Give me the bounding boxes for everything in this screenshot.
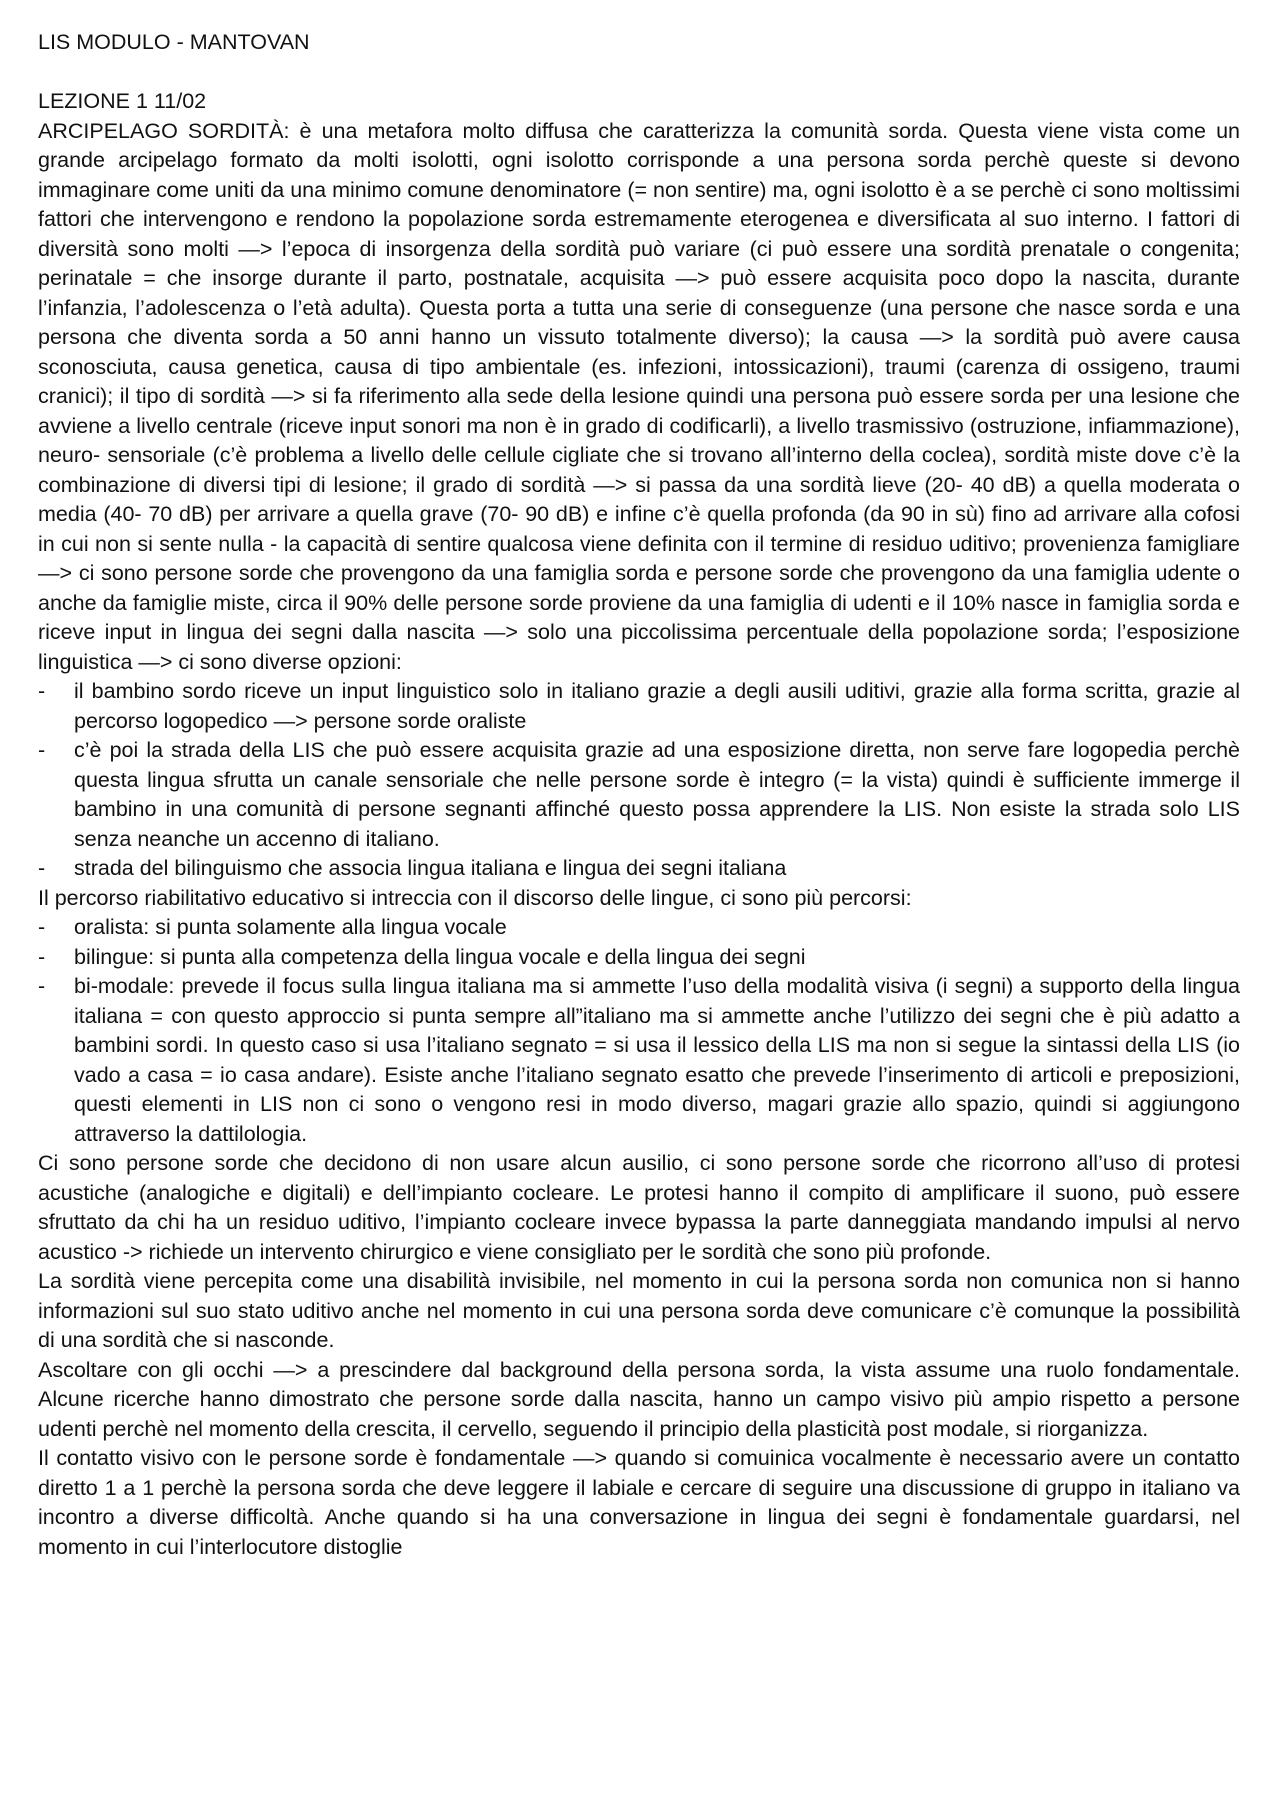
list-item (38, 854, 1240, 884)
list-item-text: bilingue: si punta alla competenza della lingua vocale e della lingua dei segni (74, 944, 806, 969)
list-item (38, 913, 1240, 943)
list-item-text: il bambino sordo riceve un input linguistico solo in italiano grazie a degli ausili uditivi, grazie alla forma scritta, grazie al percorso logopedico —> persone sorde oraliste (74, 679, 1240, 733)
list-item-text: bi-modale: prevede il focus sulla lingua italiana ma si ammette l’uso della modalità visiva (i segni) a supporto della lingua italiana = con questo approccio si punta sempre all”italiano ma si ammette anche l’utilizzo dei segni che è più adatto a bambini sordi. In questo caso si usa l’italiano segnato = si usa il lessico della LIS ma non si segue la sintassi della LIS (io vado a casa = io casa andare). Esiste anche l’italiano segnato esatto che prevede l’inserimento di articoli e preposizioni, questi elementi in LIS non ci sono o vengono resi in modo diverso, magari grazie allo spazio, quindi si aggiungono attraverso la dattilologia. (74, 974, 1240, 1146)
paragraph-percorso: Il percorso riabilitativo educativo si intreccia con il discorso delle lingue, ci sono più percorsi: (38, 885, 912, 910)
paragraph-ascoltare-occhi: Ascoltare con gli occhi —> a prescindere dal background della persona sorda, la vista assume una ruolo fondamentale. Alcune ricerche hanno dimostrato che persone sorde dalla nascita, hanno un campo visivo più ampio rispetto a persone udenti perchè nel momento della crescita, il cervello, seguendo il principio della plasticità post modale, si riorganizza. (38, 1357, 1240, 1441)
paragraph-ausili: Ci sono persone sorde che decidono di non usare alcun ausilio, ci sono persone sorde che ricorrono all’uso di protesi acustiche (analogiche e digitali) e dell’impianto cocleare. Le protesi hanno il compito di amplificare il suono, può essere sfruttato da chi ha un residuo uditivo, l’impianto cocleare invece bypassa la parte danneggiata mandando impulsi al nervo acustico -> richiede un intervento chirurgico e viene consigliato per le sordità che sono più profonde. (38, 1151, 1240, 1264)
dash-bullet: - (38, 679, 46, 703)
exposure-options-list (38, 677, 1240, 884)
rehab-paths-list (38, 913, 1240, 1149)
dash-bullet: - (38, 856, 46, 880)
list-item-text: strada del bilinguismo che associa lingua italiana e lingua dei segni italiana (74, 856, 787, 880)
list-item (38, 677, 1240, 736)
list-item-text: oralista: si punta solamente alla lingua vocale (74, 915, 507, 939)
list-item (38, 972, 1240, 1149)
dash-bullet: - (38, 915, 46, 939)
dash-bullet: - (38, 944, 46, 969)
paragraph-contatto-visivo: Il contatto visivo con le persone sorde è fondamentale —> quando si comuinica vocalmente è necessario avere un contatto diretto 1 a 1 perchè la persona sorda che deve leggere il labiale e cercare di seguire una discussione di gruppo in italiano va incontro a diverse difficoltà. Anche quando si ha una conversazione in lingua dei segni è fondamentale guardarsi, nel momento in cui l’interlocutore distoglie (38, 1446, 1240, 1559)
paragraph-disabilita-invisibile: La sordità viene percepita come una disabilità invisibile, nel momento in cui la persona sorda non comunica non si hanno informazioni sul suo stato uditivo anche nel momento in cui una persona sorda deve comunicare c’è comunque la possibilità di una sordità che si nasconde. (38, 1269, 1240, 1352)
dash-bullet: - (38, 974, 46, 998)
dash-bullet: - (38, 738, 46, 762)
list-item (38, 943, 1240, 973)
lesson-heading: LEZIONE 1 11/02 (38, 89, 207, 113)
list-item-text: c’è poi la strada della LIS che può essere acquisita grazie ad una esposizione diretta, non serve fare logopedia perchè questa lingua sfrutta un canale sensoriale che nelle persone sorde è integro (= la vista) quindi è sufficiente immerge il bambino in una comunità di persone segnanti affinché questo possa apprendere la LIS. Non esiste la strada solo LIS senza neanche un accenno di italiano. (74, 738, 1240, 851)
document-title: LIS MODULO - MANTOVAN (38, 30, 310, 54)
paragraph-arcipelago: ARCIPELAGO SORDITÀ: è una metafora molto diffusa che caratterizza la comunità sorda. Questa viene vista come un grande arcipelago formato da molti isolotti, ogni isolotto corrisponde a una persona sorda perchè queste si devono immaginare come uniti da una minimo comune denominatore (= non sentire) ma, ogni isolotto è a se perchè ci sono moltissimi fattori che intervengono e rendono la popolazione sorda estremamente eterogenea e diversificata al suo interno. I fattori di diversità sono molti —> l’epoca di insorgenza della sordità può variare (ci può essere una sordità prenatale o congenita; perinatale = che insorge durante il parto, postnatale, acquisita —> può essere acquisita poco dopo la nascita, durante l’infanzia, l’adolescenza o l’età adulta). Questa porta a tutta una serie di conseguenze (una persone che nasce sorda e una persona che diventa sorda a 50 anni hanno un vissuto totalmente diverso); la causa —> la sordità può avere causa sconosciuta, causa genetica, causa di tipo ambientale (es. infezioni, intossicazioni), traumi (carenza di ossigeno, traumi cranici); il tipo di sordità —> si fa riferimento alla sede della lesione quindi una persona può essere sorda per una lesione che avviene a livello centrale (riceve input sonori ma non è in grado di codificarli), a livello trasmissivo (ostruzione, infiammazione), neuro- sensoriale (c’è problema a livello delle cellule cigliate che si trovano all’interno della coclea), sordità miste dove c’è la combinazione di diversi tipi di lesione; il grado di sordità —> si passa da una sordità lieve (20- 40 dB) a quella moderata o media (40- 70 dB) per arrivare a quella grave (70- 90 dB) e infine c’è quella profonda (da 90 in sù) fino ad arrivare alla cofosi in cui non si sente nulla - la capacità di sentire qualcosa viene definita con il termine di residuo uditivo; provenienza famigliare —> ci sono persone sorde che provengono da una famiglia sorda e persone sorde che provengono da una famiglia udente o anche da famiglie miste, circa il 90% delle persone sorde proviene da una famiglia di udenti e il 10% nasce in famiglia sorda e riceve input in lingua dei segni dalla nascita —> solo una piccolissima percentuale della popolazione sorda; l’esposizione linguistica —> ci sono diverse opzioni: (38, 118, 1240, 674)
list-item (38, 736, 1240, 854)
